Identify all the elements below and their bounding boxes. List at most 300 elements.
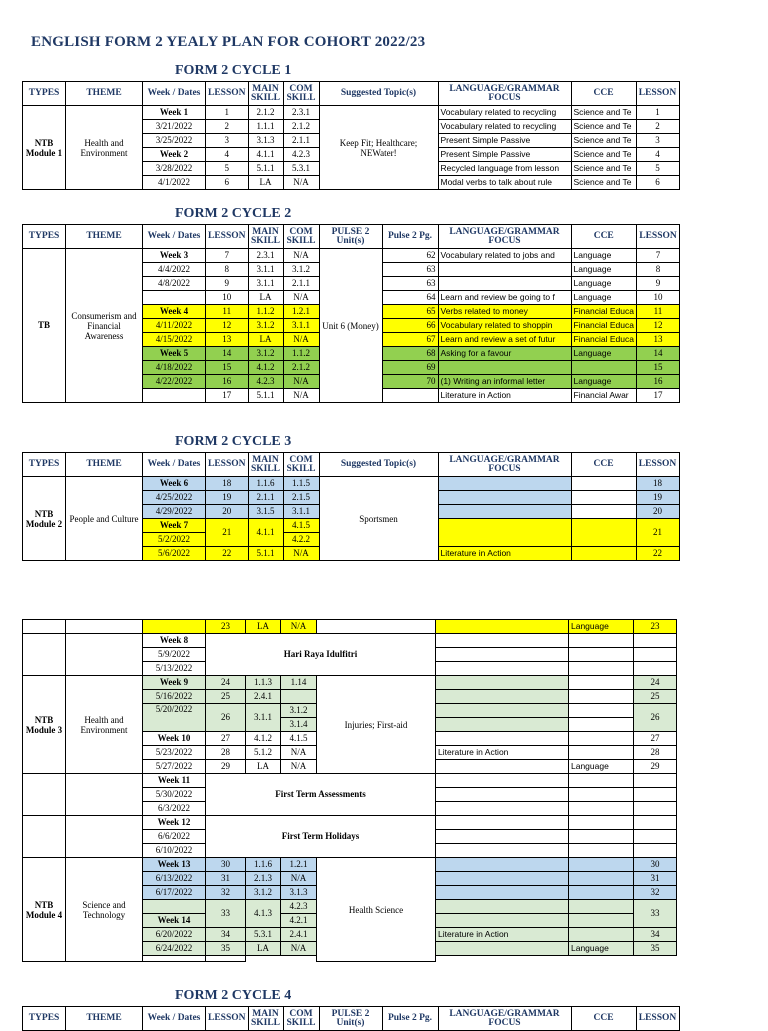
week-cell: Week 6 [143,477,206,491]
cce-cell: Financial Educa [571,333,636,347]
lesson-cell: 26 [206,704,246,732]
lesson-cell: 21 [206,519,249,547]
lesson-2-cell: 34 [634,928,677,942]
lesson-cell: 8 [206,263,249,277]
page-cell: 68 [382,347,438,361]
date-cell: 6/17/2022 [143,886,206,900]
table-row [23,634,677,648]
com-skill-cell: 4.2.3 [281,900,317,914]
page-title: ENGLISH FORM 2 YEALY PLAN FOR COHORT 2022/23 [31,34,426,50]
main-skill-cell: 4.1.2 [248,361,283,375]
header-lesson: LESSON [206,453,249,477]
date-cell: 4/22/2022 [143,375,206,389]
date-cell: 5/23/2022 [143,746,206,760]
date-cell: 6/13/2022 [143,872,206,886]
week-cell: Week 1 [143,106,206,120]
com-skill-cell: 1.2.1 [281,858,317,872]
com-skill-cell: 2.3.1 [283,106,319,120]
lesson-2-cell: 7 [636,249,679,263]
header-main-skill: MAIN SKILL [248,225,283,249]
week-cell: Week 7 [143,519,206,533]
main-skill-cell: 5.1.1 [248,162,283,176]
com-skill-cell: 4.2.2 [283,533,319,547]
page-cell: 63 [382,263,438,277]
date-cell: 6/6/2022 [143,830,206,844]
main-skill-cell: 3.1.2 [248,347,283,361]
lesson-cell: 33 [206,900,246,928]
com-skill-cell: 4.1.5 [283,519,319,533]
main-skill-cell: 1.1.1 [248,120,283,134]
date-cell: 6/20/2022 [143,928,206,942]
main-skill-cell: 5.1.1 [248,389,283,403]
cce-cell: Language [571,263,636,277]
lesson-cell: 14 [206,347,249,361]
table-row [23,858,677,872]
main-skill-cell: 1.1.3 [246,676,281,690]
com-skill-cell: 2.1.5 [283,491,319,505]
main-skill-cell: 1.1.6 [246,858,281,872]
main-skill-cell: 2.1.3 [246,872,281,886]
theme: Health and Environment [66,106,143,190]
focus-cell: Recycled language from lesson [438,162,571,176]
com-skill-cell: N/A [283,375,319,389]
cycle-4-title: FORM 2 CYCLE 4 [175,988,292,1003]
main-skill-cell: 3.1.3 [248,134,283,148]
header-main-skill: MAIN SKILL [248,1007,283,1031]
header-types: TYPES [23,1007,66,1031]
header-grammar-focus: LANGUAGE/GRAMMAR FOCUS [438,453,571,477]
cce-cell: Science and Te [571,106,636,120]
suggested-topic: Keep Fit; Healthcare; NEWater! [319,106,438,190]
lesson-cell: 27 [206,732,246,746]
date-cell: 3/28/2022 [143,162,206,176]
lesson-2-cell: 1 [636,106,679,120]
table-row [23,816,677,830]
com-skill-cell: 1.1.2 [283,347,319,361]
week-cell: Week 13 [143,858,206,872]
lesson-2-cell: 11 [636,305,679,319]
lesson-2-cell: 35 [634,942,677,956]
date-cell: 5/9/2022 [143,648,206,662]
com-skill-cell: 2.1.2 [283,120,319,134]
cce-cell [571,519,636,547]
lesson-2-cell: 24 [634,676,677,690]
date-cell: 5/20/2022 [143,704,206,732]
header-com-skill: COM SKILL [283,453,319,477]
com-skill-cell: 3.1.2 [281,704,317,718]
cce-cell: Financial Educa [571,319,636,333]
cycle-4-table [22,1006,680,1031]
com-skill-cell: N/A [281,942,317,956]
date-cell: 4/18/2022 [143,361,206,375]
com-skill-cell: 3.1.1 [283,505,319,519]
lesson-cell: 19 [206,491,249,505]
week-cell: Week 14 [143,914,206,928]
header-cce: CCE [571,453,636,477]
cce-cell [571,491,636,505]
com-skill-cell: 2.1.2 [283,361,319,375]
cce-cell: Language [571,291,636,305]
week-cell: Week 12 [143,816,206,830]
header-types: TYPES [23,82,66,106]
header-grammar-focus: LANGUAGE/GRAMMAR FOCUS [438,225,571,249]
lesson-2-cell: 9 [636,277,679,291]
focus-cell: Modal verbs to talk about rule [438,176,571,190]
theme: Health and Environment [66,676,143,774]
cycle-2-table [22,224,680,403]
date-cell: 6/24/2022 [143,942,206,956]
focus-cell: Asking for a favour [438,347,571,361]
cce-cell: Language [571,249,636,263]
module-type: NTB Module 1 [23,106,66,190]
main-skill-cell: 4.1.1 [248,519,283,547]
header-main-skill: MAIN SKILL [248,82,283,106]
lesson-2-cell: 13 [636,333,679,347]
com-skill-cell: N/A [283,176,319,190]
header-lesson-2: LESSON [636,453,679,477]
focus-cell: Literature in Action [436,746,569,760]
date-cell: 5/30/2022 [143,788,206,802]
cce-cell: Science and Te [571,162,636,176]
header-pulse-units: PULSE 2 Unit(s) [319,1007,382,1031]
header-cce: CCE [571,82,636,106]
focus-cell [438,491,571,505]
main-skill-cell: 3.1.1 [246,704,281,732]
com-skill-cell: 2.1.1 [283,134,319,148]
lesson-cell: 18 [206,477,249,491]
com-skill-cell: N/A [281,872,317,886]
cce-cell: Language [571,277,636,291]
lesson-cell: 10 [206,291,249,305]
date-cell: 4/25/2022 [143,491,206,505]
com-skill-cell: 3.1.1 [283,319,319,333]
focus-cell: Vocabulary related to jobs and [438,249,571,263]
lesson-cell: 23 [206,620,246,634]
lesson-2-cell: 14 [636,347,679,361]
lesson-cell: 32 [206,886,246,900]
focus-cell [438,519,571,547]
header-types: TYPES [23,225,66,249]
page-cell: 63 [382,277,438,291]
header-week-dates: Week / Dates [143,225,206,249]
lesson-cell: 9 [206,277,249,291]
lesson-2-cell: 17 [636,389,679,403]
lesson-2-cell: 15 [636,361,679,375]
header-types: TYPES [23,453,66,477]
date-cell: 4/29/2022 [143,505,206,519]
focus-cell [438,361,571,375]
lesson-cell: 7 [206,249,249,263]
main-skill-cell: LA [246,760,281,774]
week-cell: Week 4 [143,305,206,319]
table-row [23,249,680,263]
module-type: TB [23,249,66,403]
date-cell: 5/27/2022 [143,760,206,774]
com-skill-cell: N/A [283,389,319,403]
cce-cell: Science and Te [571,120,636,134]
cce-cell: Science and Te [571,176,636,190]
lesson-cell: 2 [206,120,249,134]
com-skill-cell: N/A [281,620,317,634]
main-skill-cell: 3.1.5 [248,505,283,519]
date-cell: 5/6/2022 [143,547,206,561]
module-type: NTB Module 2 [23,477,66,561]
focus-cell: Vocabulary related to recycling [438,106,571,120]
lesson-2-cell: 18 [636,477,679,491]
date-cell: 5/2/2022 [143,533,206,547]
com-skill-cell: 2.4.1 [281,928,317,942]
lesson-cell: 31 [206,872,246,886]
lesson-cell: 15 [206,361,249,375]
header-week-dates: Week / Dates [143,82,206,106]
main-skill-cell: LA [248,176,283,190]
date-cell: 5/16/2022 [143,690,206,704]
lesson-cell: 11 [206,305,249,319]
continuation-table [22,619,677,962]
lesson-cell: 16 [206,375,249,389]
focus-cell [438,477,571,491]
table-header-row [23,453,680,477]
date-cell: 3/25/2022 [143,134,206,148]
header-week-dates: Week / Dates [143,453,206,477]
page-cell: 67 [382,333,438,347]
cce-cell: Language [569,760,634,774]
header-lesson: LESSON [206,1007,249,1031]
lesson-cell: 20 [206,505,249,519]
lesson-cell: 1 [206,106,249,120]
module-type: NTB Module 3 [23,676,66,774]
cycle-1-table [22,81,680,190]
table-row [23,106,680,120]
lesson-cell: 6 [206,176,249,190]
focus-cell: (1) Writing an informal letter [438,375,571,389]
lesson-cell: 30 [206,858,246,872]
lesson-2-cell: 23 [634,620,677,634]
main-skill-cell: LA [248,291,283,305]
header-cce: CCE [571,1007,636,1031]
com-skill-cell: N/A [283,547,319,561]
focus-cell: Literature in Action [438,547,571,561]
lesson-cell: 12 [206,319,249,333]
com-skill-cell: N/A [281,746,317,760]
header-lesson-2: LESSON [636,225,679,249]
cce-cell [571,505,636,519]
lesson-cell: 25 [206,690,246,704]
com-skill-cell: 4.2.3 [283,148,319,162]
lesson-cell: 35 [206,942,246,956]
header-theme: THEME [66,453,143,477]
suggested-topic: Injuries; First-aid [317,676,436,774]
main-skill-cell: 3.1.1 [248,263,283,277]
lesson-2-cell: 31 [634,872,677,886]
main-skill-cell: 2.3.1 [248,249,283,263]
event-cell: First Term Holidays [206,816,436,858]
date-cell [143,291,206,305]
header-com-skill: COM SKILL [283,1007,319,1031]
header-lesson-2: LESSON [636,82,679,106]
module-type: NTB Module 4 [23,858,66,962]
page-cell: 69 [382,361,438,375]
header-cce: CCE [571,225,636,249]
com-skill-cell: 1.14 [281,676,317,690]
main-skill-cell: 5.1.2 [246,746,281,760]
lesson-2-cell: 25 [634,690,677,704]
lesson-2-cell: 5 [636,162,679,176]
main-skill-cell: 3.1.1 [248,277,283,291]
lesson-2-cell: 2 [636,120,679,134]
main-skill-cell: LA [246,620,281,634]
focus-cell: Present Simple Passive [438,134,571,148]
table-row [23,620,677,634]
focus-cell [438,277,571,291]
lesson-2-cell: 4 [636,148,679,162]
focus-cell [438,263,571,277]
week-cell: Week 11 [143,774,206,788]
lesson-cell: 28 [206,746,246,760]
header-com-skill: COM SKILL [283,82,319,106]
lesson-cell: 13 [206,333,249,347]
lesson-2-cell: 27 [634,732,677,746]
com-skill-cell: N/A [283,249,319,263]
cce-cell: Science and Te [571,134,636,148]
date-cell: 4/15/2022 [143,333,206,347]
suggested-topic: Health Science [317,858,436,962]
com-skill-cell: N/A [283,291,319,305]
header-pulse-page: Pulse 2 Pg. [382,1007,438,1031]
header-topic: Suggested Topic(s) [319,82,438,106]
week-cell: Week 5 [143,347,206,361]
main-skill-cell: 3.1.2 [248,319,283,333]
table-row [23,774,677,788]
cycle-3-title: FORM 2 CYCLE 3 [175,434,292,449]
page-cell: 70 [382,375,438,389]
lesson-2-cell: 21 [636,519,679,547]
week-cell: Week 8 [143,634,206,648]
focus-cell: Present Simple Passive [438,148,571,162]
cce-cell: Science and Te [571,148,636,162]
focus-cell: Learn and review be going to f [438,291,571,305]
week-cell: Week 10 [143,732,206,746]
lesson-2-cell: 29 [634,760,677,774]
date-cell: 5/13/2022 [143,662,206,676]
week-cell: Week 9 [143,676,206,690]
lesson-cell: 3 [206,134,249,148]
table-header-row [23,82,680,106]
header-lesson: LESSON [206,82,249,106]
suggested-topic: Sportsmen [319,477,438,561]
header-main-skill: MAIN SKILL [248,453,283,477]
cycle-3-table [22,452,680,561]
com-skill-cell: 4.1.5 [281,732,317,746]
page-cell: 65 [382,305,438,319]
cycle-2-title: FORM 2 CYCLE 2 [175,206,292,221]
date-cell: 3/21/2022 [143,120,206,134]
focus-cell: Literature in Action [436,928,569,942]
header-pulse-page: Pulse 2 Pg. [382,225,438,249]
header-grammar-focus: LANGUAGE/GRAMMAR FOCUS [438,1007,571,1031]
table-header-row [23,225,680,249]
page-cell [382,389,438,403]
focus-cell: Vocabulary related to recycling [438,120,571,134]
page-cell: 64 [382,291,438,305]
pulse-unit: Unit 6 (Money) [319,249,382,403]
cce-cell: Language [569,942,634,956]
event-cell: First Term Assessments [206,774,436,816]
table-header-row [23,1007,680,1031]
main-skill-cell: 3.1.2 [246,886,281,900]
main-skill-cell: 4.1.2 [246,732,281,746]
theme: Consumerism and Financial Awareness [66,249,143,403]
lesson-2-cell: 8 [636,263,679,277]
cce-cell: Language [571,347,636,361]
cce-cell: Language [571,375,636,389]
com-skill-cell: N/A [281,760,317,774]
lesson-cell: 5 [206,162,249,176]
theme: People and Culture [66,477,143,561]
main-skill-cell: 4.1.1 [248,148,283,162]
lesson-2-cell: 20 [636,505,679,519]
header-theme: THEME [66,225,143,249]
header-com-skill: COM SKILL [283,225,319,249]
cce-cell [571,547,636,561]
main-skill-cell: LA [248,333,283,347]
com-skill-cell: 5.3.1 [283,162,319,176]
lesson-2-cell: 33 [634,900,677,928]
header-pulse-units: PULSE 2 Unit(s) [319,225,382,249]
lesson-cell: 17 [206,389,249,403]
lesson-2-cell: 12 [636,319,679,333]
date-cell [143,900,206,914]
com-skill-cell: 3.1.3 [281,886,317,900]
lesson-cell: 22 [206,547,249,561]
lesson-2-cell: 19 [636,491,679,505]
focus-cell: Literature in Action [438,389,571,403]
com-skill-cell: 4.2.1 [281,914,317,928]
lesson-2-cell: 30 [634,858,677,872]
focus-cell: Learn and review a set of futur [438,333,571,347]
com-skill-cell: 3.1.4 [281,718,317,732]
page-cell: 66 [382,319,438,333]
cce-cell: Language [569,620,634,634]
cce-cell [571,477,636,491]
header-theme: THEME [66,82,143,106]
lesson-2-cell: 28 [634,746,677,760]
main-skill-cell: 1.1.2 [248,305,283,319]
cycle-1-title: FORM 2 CYCLE 1 [175,63,292,78]
date-cell: 4/11/2022 [143,319,206,333]
main-skill-cell: 5.3.1 [246,928,281,942]
cce-cell: Financial Awar [571,389,636,403]
cce-cell: Financial Educa [571,305,636,319]
main-skill-cell: 5.1.1 [248,547,283,561]
lesson-2-cell: 6 [636,176,679,190]
main-skill-cell: 2.1.1 [248,491,283,505]
focus-cell: Verbs related to money [438,305,571,319]
header-topic: Suggested Topic(s) [319,453,438,477]
date-cell: 6/10/2022 [143,844,206,858]
lesson-cell: 4 [206,148,249,162]
lesson-2-cell: 22 [636,547,679,561]
com-skill-cell: 1.2.1 [283,305,319,319]
theme: Science and Technology [66,858,143,962]
main-skill-cell: 4.2.3 [248,375,283,389]
event-cell: Hari Raya Idulfitri [206,634,436,676]
date-cell: 4/1/2022 [143,176,206,190]
main-skill-cell: 1.1.6 [248,477,283,491]
main-skill-cell: 2.4.1 [246,690,281,704]
week-cell: Week 2 [143,148,206,162]
header-lesson-2: LESSON [636,1007,679,1031]
